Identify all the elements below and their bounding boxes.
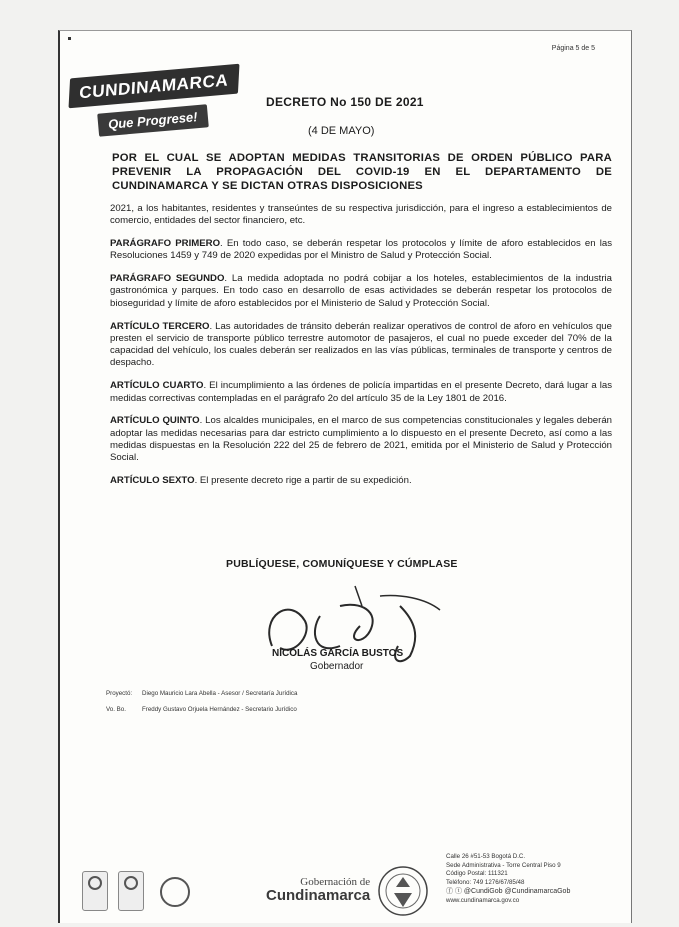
- iqnet-seal-icon: [118, 871, 144, 911]
- cundinamarca-shield-icon: [376, 863, 430, 919]
- credit-line: Proyectó: Diego Mauricio Lara Abella - Asesor / Secretaría Jurídica: [106, 690, 298, 697]
- document-page: [58, 30, 632, 923]
- paragraph-heading: PARÁGRAFO PRIMERO: [110, 238, 221, 250]
- signer-name: NICOLÁS GARCÍA BUSTOS: [272, 648, 404, 659]
- decree-date: (4 DE MAYO): [308, 125, 375, 137]
- paragraph-heading: ARTÍCULO CUARTO: [110, 380, 204, 392]
- paragraph-heading: ARTÍCULO SEXTO: [110, 475, 195, 487]
- footer-address: Calle 26 #51-53 Bogotá D.C.: [446, 853, 526, 860]
- page-number: Página 5 de 5: [551, 45, 595, 52]
- gob-line2: Cundinamarca: [266, 887, 371, 904]
- certification-seals: [82, 871, 192, 915]
- cundinamarca-logo: [70, 71, 250, 151]
- footer-phone: Teléfono: 749 1276/67/85/48: [446, 878, 525, 886]
- paragraph: 2021, a los habitantes, residentes y transeúntes de su respectiva jurisdicción, para el ingreso a establecimientos de comercio, entidades del sector financiero, etc.: [110, 203, 612, 227]
- twitter-icon: ⓣ: [454, 888, 462, 896]
- footer-postal: Código Postal: 111321: [446, 870, 508, 878]
- gob-line1: Gobernación de: [300, 876, 371, 888]
- paragraph-articulo-quinto: ARTÍCULO QUINTO. Los alcaldes municipales, en el marco de sus competencias constitucionales y legales deberán adoptar las medidas necesarias para dar estricto cumplimiento a lo dispuesto en el presente Decreto, así como a las medidas dispuestas en la Resolución 222 del 25 de febrero de 2021, emitida por el Ministerio de Salud y Protección Social.: [110, 415, 612, 464]
- decree-body: [110, 203, 612, 498]
- paragraph-articulo-cuarto: ARTÍCULO CUARTO. El incumplimiento a las órdenes de policía impartidas en el presente Decreto, dará lugar a las medidas correctivas contempladas en el parágrafo 2o del artículo 35 de la Ley 1801 de 2016.: [110, 380, 612, 404]
- paragraph-heading: ARTÍCULO QUINTO: [110, 415, 200, 427]
- logo-main-text: CUNDINAMARCA: [68, 64, 239, 108]
- credit-line: Vo. Bo. Freddy Gustavo Orjuela Hernández - Secretario Jurídico: [106, 706, 297, 713]
- paragraph-heading: ARTÍCULO TERCERO: [110, 320, 210, 332]
- paragraph-articulo-sexto: ARTÍCULO SEXTO. El presente decreto rige a partir de su expedición.: [110, 475, 412, 487]
- footer-web[interactable]: www.cundinamarca.gov.co: [446, 896, 520, 904]
- footer-gobernacion-logo: [266, 876, 370, 904]
- decree-subject: POR EL CUAL SE ADOPTAN MEDIDAS TRANSITORIAS DE ORDEN PÚBLICO PARA PREVENIR LA PROPAGACIÓN DEL COVID-19 EN EL DEPARTAMENTO DE CUNDINAMARCA Y SE DICTAN OTRAS DISPOSICIONES: [112, 152, 612, 192]
- round-certification-seal-icon: [160, 877, 190, 907]
- paragraph-paragrafo-segundo: PARÁGRAFO SEGUNDO. La medida adoptada no podrá cobijar a los hoteles, establecimientos de la industria gastronómica y parques. En todo caso en desarrollo de esas actividades se deberán respetar los protocolos de bioseguridad y límite de aforo establecidos por el Ministerio de Salud y Protección Social.: [110, 273, 612, 309]
- decree-title: DECRETO No 150 DE 2021: [266, 95, 424, 109]
- logo-slogan: Que Progrese!: [97, 104, 208, 136]
- footer-sede: Sede Administrativa - Torre Central Piso 9: [446, 861, 561, 869]
- closing-formula: PUBLÍQUESE, COMUNÍQUESE Y CÚMPLASE: [226, 558, 458, 570]
- credits-block: [106, 686, 297, 718]
- scan-mark: [68, 37, 71, 40]
- paragraph-paragrafo-primero: PARÁGRAFO PRIMERO. En todo caso, se deberán respetar los protocolos y límite de aforo establecidos en las Resoluciones 1459 y 749 de 2020 expedidas por el Ministro de Salud y Protección Social.: [110, 238, 612, 262]
- paragraph-heading: PARÁGRAFO SEGUNDO: [110, 273, 225, 285]
- signer-role: Gobernador: [310, 661, 364, 672]
- facebook-icon: ⓕ: [446, 888, 453, 896]
- footer-contact: [446, 853, 570, 906]
- icontec-seal-icon: [82, 871, 108, 911]
- footer-social: ⓕ ⓣ @CundiGob @CundinamarcaGob: [446, 888, 571, 896]
- paragraph-articulo-tercero: ARTÍCULO TERCERO. Las autoridades de tránsito deberán realizar operativos de control de aforo en vehículos que presten el servicio de transporte público terrestre automotor de pasajeros, el cual no puede exceder del 70% de la capacidad del vehículo, los cuales deberán ser realizados en las vías públicas, terminales de transporte y centros de despacho.: [110, 320, 612, 369]
